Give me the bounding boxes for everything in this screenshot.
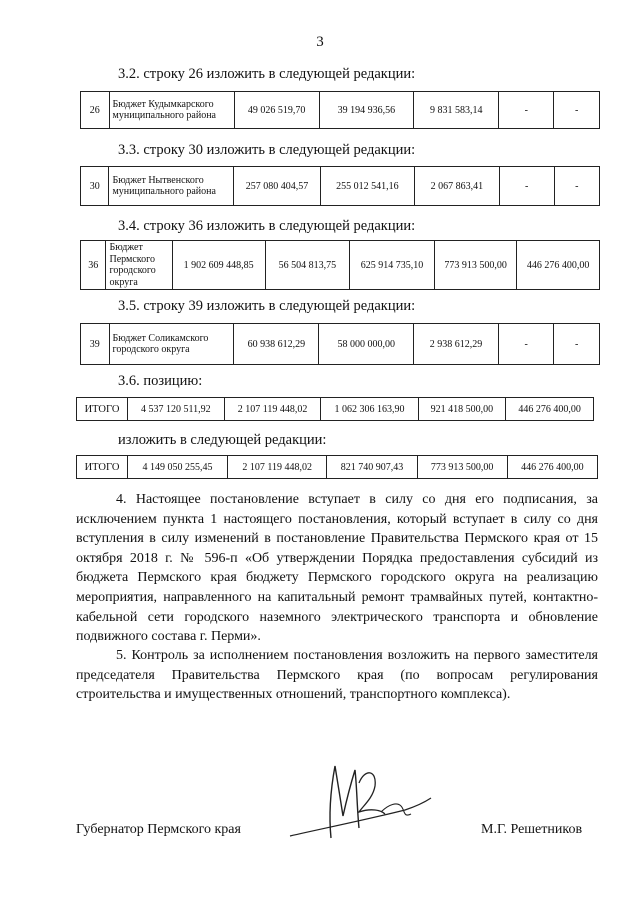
row-value: 56 504 813,75 xyxy=(265,241,350,290)
table-row xyxy=(81,324,600,365)
table-itogo-new xyxy=(76,455,598,479)
row-value: 9 831 583,14 xyxy=(414,92,499,129)
row-value: 60 938 612,29 xyxy=(234,324,319,365)
row-value: - xyxy=(554,92,600,129)
signature-position: Губернатор Пермского края xyxy=(76,822,241,837)
row-value: - xyxy=(499,324,554,365)
itogo-label: ИТОГО xyxy=(77,398,128,421)
row-name: Бюджет Кудымкарского муниципального района xyxy=(109,92,234,129)
itogo-label: ИТОГО xyxy=(77,456,128,479)
row-value: 2 107 119 448,02 xyxy=(224,398,321,421)
paragraph-4: 4. Настоящее постановление вступает в силу со дня его подписания, за исключением пункта 1 настоящего постановления, который вступает в силу со дня вступления в силу изменений в постановление Правительства Пермского края от 15 октября 2018 г. № 596-п «Об утверждении Порядка предоставления субсидий из бюджета Пермского края бюджету Пермского городского округа на реализацию мероприятия, направленного на капитальный ремонт трамвайных путей, контактно-кабельной сети городского наземного электрического транспорта и обновление подвижного состава г. Перми». xyxy=(76,492,598,645)
row-value: 255 012 541,16 xyxy=(320,167,414,206)
row-number: 26 xyxy=(81,92,110,129)
heading-3-5: 3.5. строку 39 изложить в следующей редакции: xyxy=(118,298,416,314)
table-row xyxy=(77,456,598,479)
table-row-26 xyxy=(80,91,600,129)
row-value: - xyxy=(554,324,600,365)
row-value: 2 067 863,41 xyxy=(415,167,500,206)
row-value: 446 276 400,00 xyxy=(507,456,597,479)
table-row xyxy=(81,167,600,206)
row-value: - xyxy=(499,92,554,129)
row-value: 921 418 500,00 xyxy=(418,398,506,421)
row-value: 1 062 306 163,90 xyxy=(321,398,418,421)
row-name: Бюджет Соликамского городского округа xyxy=(109,324,234,365)
row-value: 2 107 119 448,02 xyxy=(227,456,326,479)
page-number: 3 xyxy=(316,34,324,50)
table-row-30 xyxy=(80,166,600,206)
row-value: 4 149 050 255,45 xyxy=(128,456,228,479)
heading-3-4: 3.4. строку 36 изложить в следующей редакции: xyxy=(118,218,416,234)
signature-name: М.Г. Решетников xyxy=(481,822,583,837)
table-row xyxy=(81,92,600,129)
row-value: 1 902 609 448,85 xyxy=(172,241,265,290)
row-value: 773 913 500,00 xyxy=(417,456,507,479)
handwritten-signature xyxy=(285,748,435,848)
row-name: Бюджет Нытвенского муниципального района xyxy=(109,167,234,206)
row-value: 4 537 120 511,92 xyxy=(128,398,225,421)
heading-new-version: изложить в следующей редакции: xyxy=(118,432,327,448)
row-number: 36 xyxy=(81,241,106,290)
row-value: 39 194 936,56 xyxy=(319,92,414,129)
table-row-36 xyxy=(80,240,600,290)
table-itogo-old xyxy=(76,397,594,421)
row-value: 821 740 907,43 xyxy=(327,456,417,479)
table-row xyxy=(81,241,600,290)
row-value: 446 276 400,00 xyxy=(506,398,594,421)
heading-3-3: 3.3. строку 30 изложить в следующей редакции: xyxy=(118,142,416,158)
heading-3-6: 3.6. позицию: xyxy=(118,373,203,389)
row-value: 58 000 000,00 xyxy=(319,324,414,365)
row-value: - xyxy=(499,167,554,206)
row-value: - xyxy=(554,167,599,206)
row-value: 773 913 500,00 xyxy=(434,241,517,290)
row-value: 446 276 400,00 xyxy=(517,241,600,290)
heading-3-2: 3.2. строку 26 изложить в следующей редакции: xyxy=(118,66,416,82)
row-value: 2 938 612,29 xyxy=(414,324,499,365)
row-value: 257 080 404,57 xyxy=(234,167,321,206)
row-value: 49 026 519,70 xyxy=(234,92,319,129)
row-number: 30 xyxy=(81,167,109,206)
row-value: 625 914 735,10 xyxy=(350,241,435,290)
row-name: Бюджет Пермского городского округа xyxy=(106,241,172,290)
table-row-39 xyxy=(80,323,600,365)
table-row xyxy=(77,398,594,421)
row-number: 39 xyxy=(81,324,110,365)
paragraph-5: 5. Контроль за исполнением постановления возложить на первого заместителя председателя Правительства Пермского края (по вопросам регулирования строительства и имущественных отношений, транспортного комплекса). xyxy=(76,648,598,703)
